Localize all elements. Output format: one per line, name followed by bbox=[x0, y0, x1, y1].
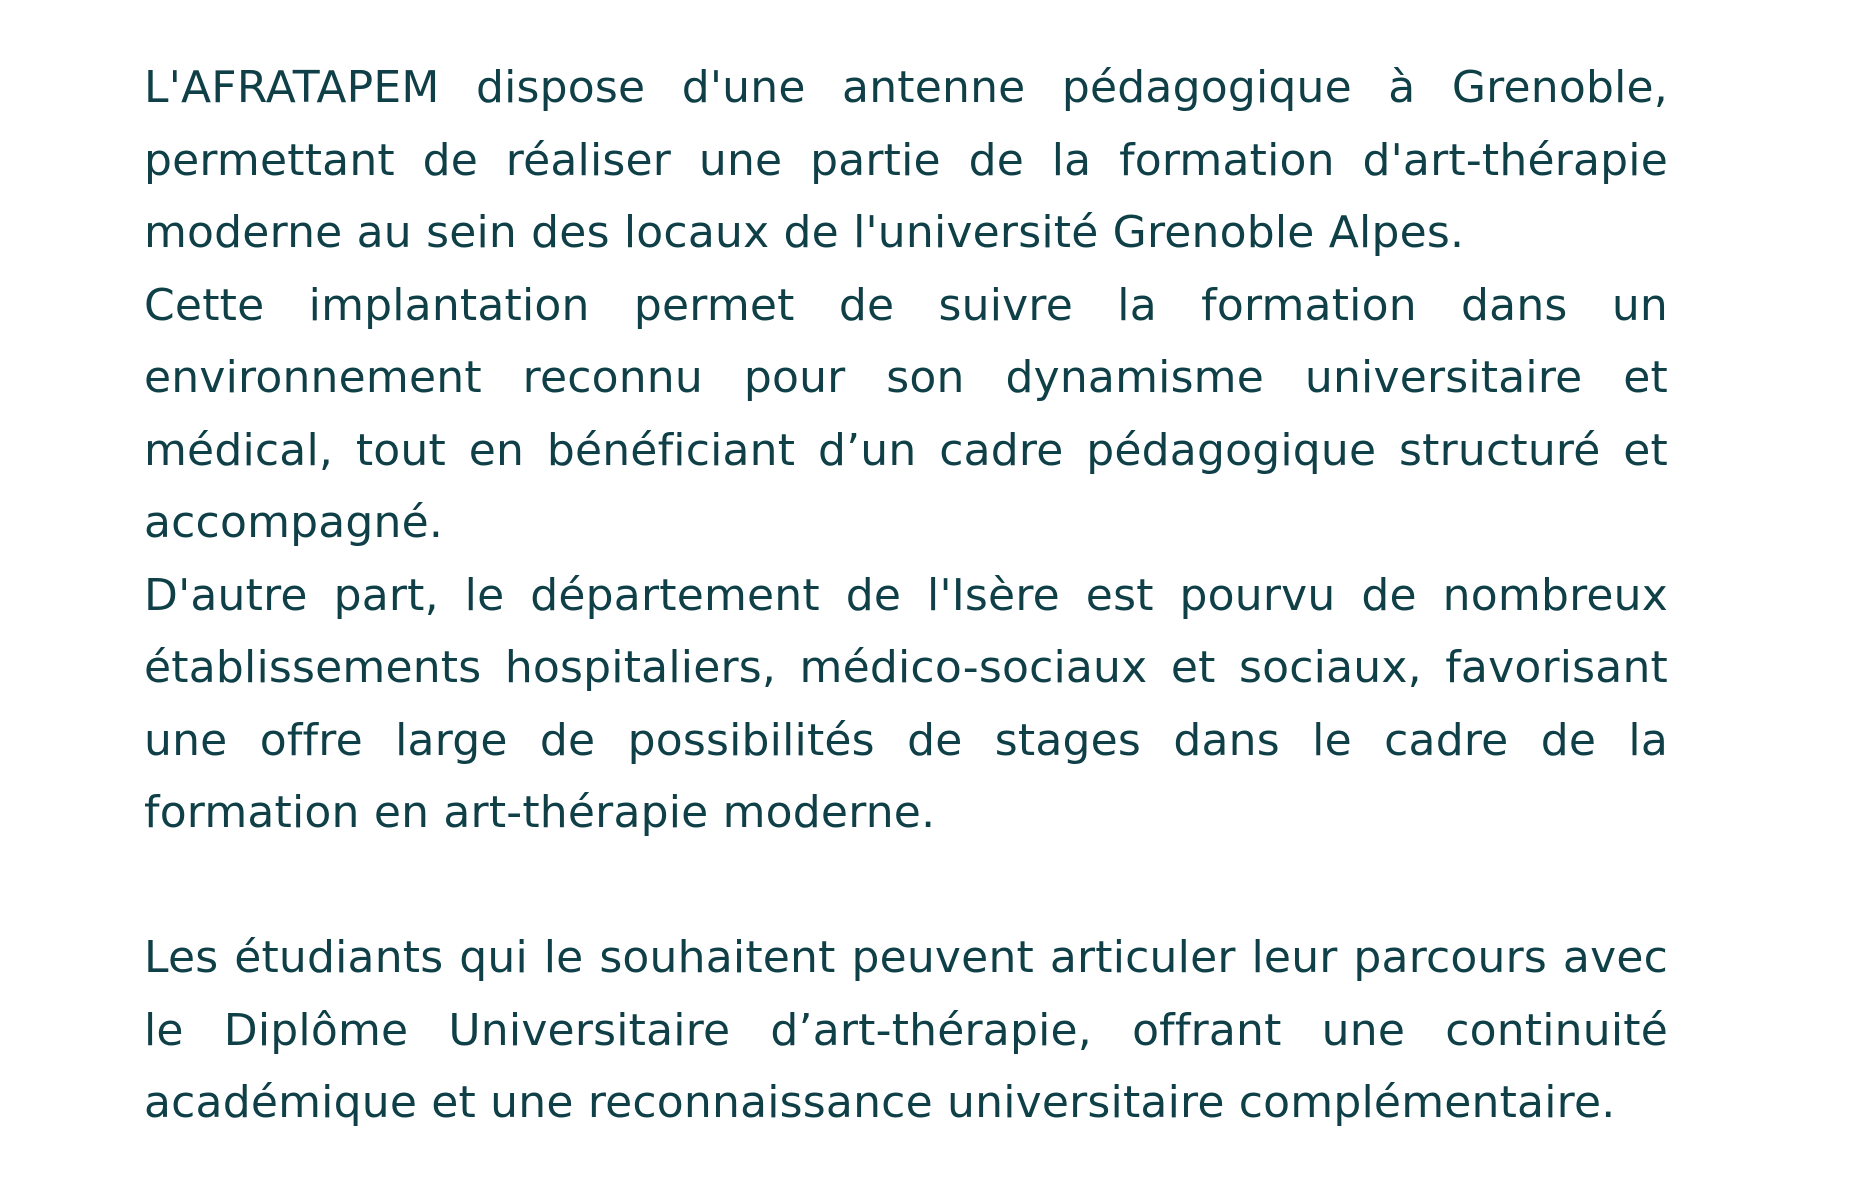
paragraph-isere-internships: D'autre part, le département de l'Isère est pourvu de nombreux établissements hospitaliers, médico-sociaux et sociaux, favorisant une offre large de possibilités de stages dans le cadre de la formation en art-thérapie moderne. bbox=[144, 569, 1668, 838]
paragraph-spacer bbox=[144, 850, 1668, 923]
text-content bbox=[144, 52, 1668, 1140]
paragraph-grenoble-antenna: L'AFRATAPEM dispose d'une antenne pédagogique à Grenoble, permettant de réaliser une partie de la formation d'art-thérapie moderne au sein des locaux de l'université Grenoble Alpes. bbox=[144, 62, 1668, 258]
paragraph-implantation: Cette implantation permet de suivre la formation dans un environnement reconnu pour son dynamisme universitaire et médical, tout en bénéficiant d’un cadre pédagogique structuré et accompagné. bbox=[144, 279, 1668, 548]
paragraph-university-diploma: Les étudiants qui le souhaitent peuvent articuler leur parcours avec le Diplôme Universitaire d’art-thérapie, offrant une continuité académique et une reconnaissance universitaire complémentaire. bbox=[144, 932, 1668, 1128]
